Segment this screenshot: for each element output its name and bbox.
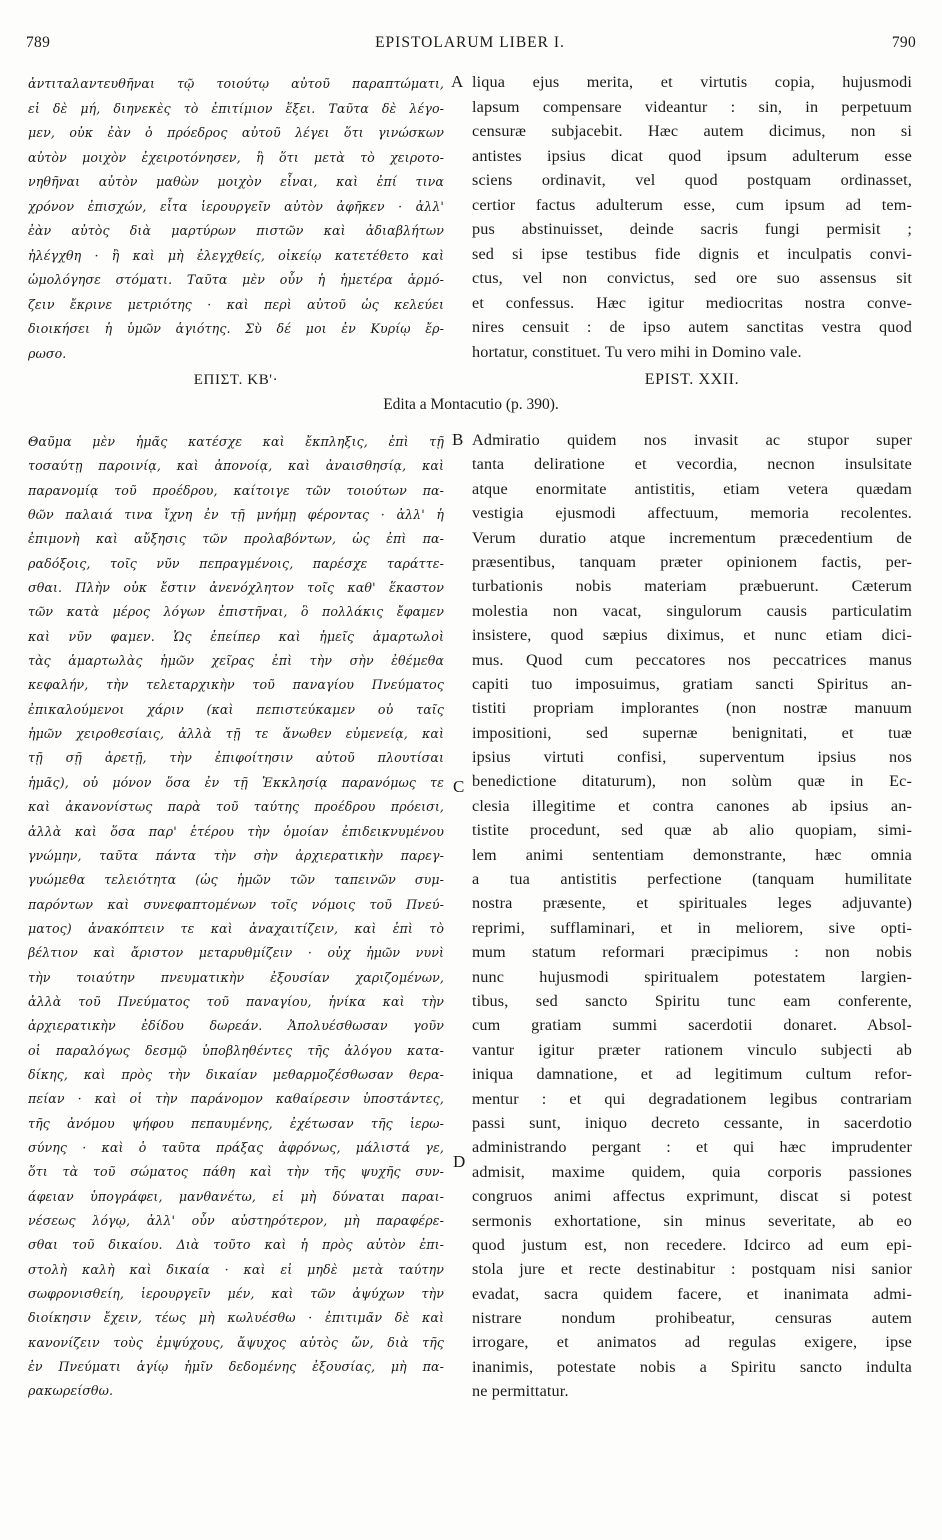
- latin-line: turbationis nobis materiam præbuerunt. Cæterum: [472, 577, 912, 596]
- greek-line: ρωσο.: [28, 345, 67, 361]
- greek-line: ἀρχιερατικὴν ἐδίδου δωρεάν. Ἀπολυέσθωσαν γοῦν: [28, 1018, 444, 1034]
- latin-line: ne permittatur.: [472, 1382, 569, 1401]
- latin-line: certior factus adulterum esse, cum ipsum ad tem-: [472, 195, 912, 214]
- latin-line: Verum duratio atque incrementum præcedentium de: [472, 528, 912, 547]
- edition-note: Edita a Montacutio (p. 390).: [383, 396, 559, 413]
- latin-line: nunc hujusmodi spiritualem potestatem largien-: [472, 967, 912, 986]
- latin-line: passi sunt, iniquo decreto cessante, in sacerdotio: [472, 1113, 912, 1132]
- latin-line: sed si ipse testibus fide dignis et inculpatis convi-: [472, 244, 912, 263]
- greek-line: τὴν τοιαύτην πνευματικὴν ἐξουσίαν χαριζομένων,: [28, 969, 444, 985]
- latin-line: mentur : et qui degradationem legibus contrariam: [472, 1089, 912, 1108]
- latin-column-main: [472, 428, 912, 1404]
- latin-line: benedictione ditaturum), non solùm quæ in Ec-: [472, 772, 912, 791]
- latin-line: impositioni, sed supernæ benignitati, et tuæ: [472, 723, 912, 742]
- greek-line: γνώμην, ταῦτα πάντα τὴν σὴν ἀρχιερατικὴν παρεγ-: [28, 847, 444, 863]
- latin-line: præsentibus, tanquam præter opinionem factis, per-: [472, 552, 912, 571]
- latin-line: atque enormitate antistitis, etiam vetera quædam: [472, 479, 912, 498]
- latin-line: tibus, sed sancto Spiritu tunc eam conferente,: [472, 991, 912, 1010]
- running-title: EPISTOLARUM LIBER I.: [375, 34, 565, 51]
- latin-line: lem animi sententiam demonstrante, hæc omnia: [472, 845, 912, 864]
- greek-line: βέλτιον καὶ ἄριστον μεταρυθμίζειν · οὐχ ἡμῶν νυνὶ: [28, 945, 444, 961]
- greek-line: πείαν · καὶ οἱ τὴν παράνομον καθαίρεσιν ὑποστάντες,: [28, 1091, 444, 1107]
- greek-line: κανονίζειν τοὺς ἐμψύχους, ἄψυχος αὐτὸς ὤν, διὰ τῆς: [28, 1334, 444, 1350]
- epistle-title-latin: EPIST. XXII.: [644, 371, 740, 388]
- greek-line: τὰς ἁμαρτωλὰς ἡμῶν χεῖρας ἐπὶ τὴν σὴν ἐθέμεθα: [28, 653, 444, 669]
- greek-line: παρόντων καὶ συνεφαπτομένων τοῖς νόμοις τοῦ Πνεύ-: [28, 896, 444, 912]
- latin-line: inanimis, potestate nobis a Spiritu sancto indulta: [472, 1357, 912, 1376]
- latin-line: congruos animi affectus exprimunt, discat si potest: [472, 1187, 912, 1206]
- greek-column-main: [28, 430, 444, 1404]
- greek-line: ματος) ἀνακόπτειν τε καὶ ἀναχαιτίζειν, καὶ ἐπὶ τὸ: [28, 920, 444, 936]
- greek-line: κεφαλήν, τὴν τελεταρχικὴν τοῦ παναγίου Πνεύματος: [28, 677, 444, 693]
- greek-line: δίκης, καὶ πρὸς τὴν δικαίαν μεθαρμοζέσθωσαν θερα-: [28, 1066, 444, 1082]
- latin-line: stola jure et recte destinabitur : postquam nisi sanior: [472, 1260, 912, 1279]
- margin-marker-b: B: [452, 430, 464, 449]
- greek-line: θῶν παλαιά τινα ἴχνη ἐν τῇ μνήμῃ φέροντας · ἀλλ' ἡ: [28, 507, 444, 523]
- greek-line: σθαι τοῦ δικαίου. Διὰ τοῦτο καὶ ἡ πρὸς αὐτὸν ἐπι-: [28, 1237, 444, 1253]
- margin-marker-d: D: [453, 1152, 466, 1171]
- margin-marker-a: A: [451, 72, 464, 91]
- greek-line: στολὴ καλὴ καὶ δικαία · καὶ εἰ μηδὲ μετὰ ταύτην: [28, 1261, 444, 1277]
- latin-line: iniqua damnatione, et ad legitimum cultum refor-: [472, 1065, 912, 1084]
- greek-line: Θαῦμα μὲν ἡμᾶς κατέσχε καὶ ἔκπληξις, ἐπὶ τῇ: [28, 434, 444, 449]
- latin-line: et confessus. Hæc igitur mediocritas nostra conve-: [472, 293, 912, 312]
- greek-line: καὶ ἀκανονίστως παρὰ τοῦ ταύτης προέδρου πρόεισι,: [28, 799, 444, 815]
- latin-line: cum gratiam summi sacerdotii donaret. Absol-: [472, 1016, 912, 1035]
- greek-line: καὶ νῦν φαμεν. Ὡς ἐπείπερ καὶ ἡμεῖς ἁμαρτωλοὶ: [28, 628, 444, 644]
- latin-line: nistrare nondum prohibeatur, censuras autem: [472, 1309, 912, 1328]
- greek-line: ἠλέγχθη · ἢ καὶ μὴ ἐλεγχθείς, οἰκείῳ κατετέθετο καὶ: [28, 247, 444, 263]
- latin-line: tistiti propriam implorantes (non nostræ manuum: [472, 699, 912, 718]
- latin-line: quod justum est, non recedere. Idcirco ad eum epi-: [472, 1235, 912, 1254]
- latin-line: Admiratio quidem nos invasit ac stupor super: [472, 431, 912, 449]
- greek-line: ἐπικαλούμενοι χάριν (καὶ πεπιστεύκαμεν οὐ ταῖς: [28, 701, 444, 717]
- latin-line: ipsius virtuti confisi, superventum ipsius nos: [472, 748, 912, 767]
- greek-line: σύνης · καὶ ὁ ταῦτα πράξας ἀφρόνως, μάλιστά γε,: [28, 1139, 444, 1155]
- latin-line: sermonis exhortatione, sin minus severitate, ab eo: [472, 1211, 912, 1230]
- greek-line: αὐτὸν μοιχὸν ἐχειροτόνησεν, ἢ ὅτι μετὰ τὸ χειροτο-: [28, 149, 444, 165]
- greek-line: ἡμᾶς), οὐ μόνον ὅσα ἐν τῇ Ἐκκλησίᾳ παρανόμως τε: [28, 774, 444, 790]
- greek-line: ἀντιταλαντευθῆναι τῷ τοιούτῳ αὐτοῦ παραπτώματι,: [28, 76, 444, 91]
- latin-line: clesia illegitime et contra canones ab ipsius an-: [472, 796, 912, 815]
- greek-line: τῶν κατὰ μέρος λόγων ἐπιστῆναι, ὃ πολλάκις ἔφαμεν: [28, 604, 444, 620]
- greek-column-top: [28, 72, 444, 366]
- greek-line: εἰ δὲ μή, διηνεκὲς τὸ ἐπιτίμιον ἕξει. Ταῦτα δὲ λέγο-: [28, 100, 444, 116]
- greek-line: ἡμῶν χειροθεσίαις, ἀλλὰ τῇ τε ἄνωθεν εὐμενείᾳ, καὶ: [28, 726, 444, 742]
- greek-line: ἐπιμονὴ καὶ αὔξησις τῶν προλαβόντων, ὡς ἐπὶ πα-: [28, 531, 444, 547]
- latin-line: capiti tuo imposuimus, gratiam sancti Spiritus an-: [472, 674, 912, 693]
- greek-line: ἀλλὰ τοῦ Πνεύματος τοῦ παναγίου, ἡνίκα καὶ τὴν: [28, 993, 444, 1009]
- greek-line: νηθῆναι αὐτὸν μαθὼν μοιχὸν εἶναι, καὶ ἐπί τινα: [28, 174, 444, 189]
- greek-line: οἱ παραλόγως δεσμῷ ὑποβληθέντες τῆς ἀλόγου κατα-: [28, 1042, 444, 1058]
- greek-line: μεν, οὐκ ἐὰν ὁ πρόεδρος αὐτοῦ λέγει ὅτι γινώσκων: [28, 125, 444, 140]
- greek-line: παρανομίᾳ τοῦ προέδρου, καίτοιγε τῶν τοιούτων πα-: [28, 482, 444, 498]
- latin-line: vantur igitur præter rationem vinculo subjecti ab: [472, 1040, 912, 1059]
- greek-line: διοικήσει ἡ ὑμῶν ἁγιότης. Σὺ δέ μοι ἐν Κυρίῳ ἔρ-: [28, 321, 444, 336]
- page-number-right: 790: [891, 34, 916, 51]
- latin-line: insistere, quod sæpius diximus, et nunc etiam dici-: [472, 626, 912, 645]
- latin-line: pus abstinuisset, deinde sacris fungi permisit ;: [472, 220, 912, 238]
- latin-line: tistite procedunt, sed quæ ab alio quopiam, simi-: [472, 821, 912, 840]
- greek-line: ἀλλὰ καὶ ὅσα παρ' ἑτέρου τὴν ὁμοίαν ἐπιδεικνυμένου: [28, 823, 444, 839]
- greek-line: νέσεως λόγῳ, ἀλλ' οὖν αὐστηρότερον, μὴ παραφέρε-: [28, 1213, 444, 1228]
- latin-line: sciens ordinavit, vel quod postquam ordinasset,: [472, 171, 912, 189]
- margin-marker-c: C: [453, 777, 465, 796]
- latin-line: evadat, sacra quidem facere, et inanimata admi-: [472, 1284, 912, 1303]
- latin-line: nires censuit : de ipso autem sanctitas vestra quod: [472, 318, 912, 336]
- latin-line: lapsum compensare videantur : sin, in perpetuum: [472, 97, 912, 116]
- latin-line: antistes ipsius dicat quod ipsum adulterum esse: [472, 146, 912, 165]
- latin-line: hortatur, constituet. Tu vero mihi in Domino vale.: [472, 342, 802, 361]
- latin-line: molestia non vacat, singulorum causis particulatim: [472, 601, 912, 620]
- greek-line: τοσαύτῃ παροινίᾳ, καὶ ἀπονοίᾳ, καὶ ἀναισθησίᾳ, καὶ: [28, 458, 444, 474]
- latin-line: ctus, vel non convictus, sed ore suo assensus sit: [472, 269, 912, 287]
- greek-line: διοίκησιν ἔχειν, τέως μὴ κωλυέσθω · ἐπιτιμᾶν δὲ καὶ: [28, 1310, 444, 1326]
- latin-line: admisit, maxime quidem, quia corporis passiones: [472, 1162, 912, 1181]
- greek-line: ὡμολόγησε στόματι. Ταῦτα μὲν οὖν ἡ ἡμετέρα ἁρμό-: [28, 272, 444, 287]
- greek-line: άφειαν ὑπογράφει, μανθανέτω, εἰ μὴ δύναται παραι-: [28, 1188, 444, 1204]
- latin-line: administrando pergant : et qui hæc imprudenter: [472, 1138, 912, 1157]
- greek-line: ἐὰν αὐτὸς διὰ μαρτύρων πιστῶν καὶ ἀδιαβλήτων: [28, 223, 444, 238]
- latin-line: censuræ subjacebit. Hæc autem dicimus, non si: [472, 122, 912, 140]
- latin-line: liqua ejus merita, et virtutis copia, hujusmodi: [472, 73, 912, 91]
- latin-line: reprimi, sufflaminari, et in meliorem, sive opti-: [472, 918, 912, 937]
- greek-line: σθαι. Πλὴν οὐκ ἔστιν ἀνενόχλητον τοῖς καθ' ἕκαστον: [28, 580, 444, 596]
- latin-line: mum statum reformari præcipimus : non nobis: [472, 943, 912, 962]
- latin-column-top: [472, 70, 912, 364]
- greek-line: χρόνον ἐπισχών, εἶτα ἱερουργεῖν αὐτὸν ἀφῆκεν · ἀλλ': [28, 198, 444, 214]
- latin-line: mus. Quod cum peccatores nos peccatrices manus: [472, 650, 912, 669]
- greek-line: τῇ σῇ ἀρετῇ, τὴν ἐπιφοίτησιν αὐτοῦ πλουτίσαι: [28, 750, 444, 766]
- greek-line: ὅτι τὰ τοῦ σώματος πάθη καὶ τὴν τῆς ψυχῆς συν-: [28, 1164, 444, 1180]
- greek-line: γυώμεθα τελειότητα (ὡς ἡμῶν τῶν ταπεινῶν συμ-: [28, 872, 444, 888]
- latin-line: vestigia ejusmodi affectuum, memoria recolentes.: [472, 504, 912, 523]
- greek-line: ρακωρείσθω.: [28, 1383, 114, 1399]
- greek-line: τῆς ἀνόμου ψήφου πεπαυμένης, ἐχέτωσαν τῆς ἱερω-: [28, 1115, 444, 1131]
- greek-line: ραδόξοις, τοῖς νῦν πεπραγμένοις, παρέσχε ταράττε-: [28, 555, 444, 571]
- greek-line: σωφρονισθείη, ἱερουργεῖν μέν, καὶ τῶν ἀψύχων τὴν: [28, 1286, 444, 1302]
- latin-line: nostra præsente, et spirituales leges adjuvante): [472, 894, 912, 913]
- epistle-title-greek: ΕΠΙΣΤ. ΚΒ'·: [193, 372, 279, 388]
- running-header: [20, 30, 920, 58]
- greek-line: ἐν Πνεύματι ἁγίῳ ἡμῖν δεδομένης ἐξουσίας, μὴ πα-: [28, 1359, 444, 1375]
- latin-line: a tua antistitis perfectione (tanquam humilitate: [472, 870, 912, 889]
- latin-line: irrogare, et animatos ad regulas exigere, ipse: [472, 1333, 912, 1352]
- page-number-left: 789: [26, 34, 51, 51]
- latin-line: tanta deliratione et vecordia, necnon insulsitate: [472, 455, 912, 474]
- greek-line: ζειν ἔκρινε μετριότης · καὶ περὶ αὐτοῦ ὡς κελεύει: [28, 296, 444, 312]
